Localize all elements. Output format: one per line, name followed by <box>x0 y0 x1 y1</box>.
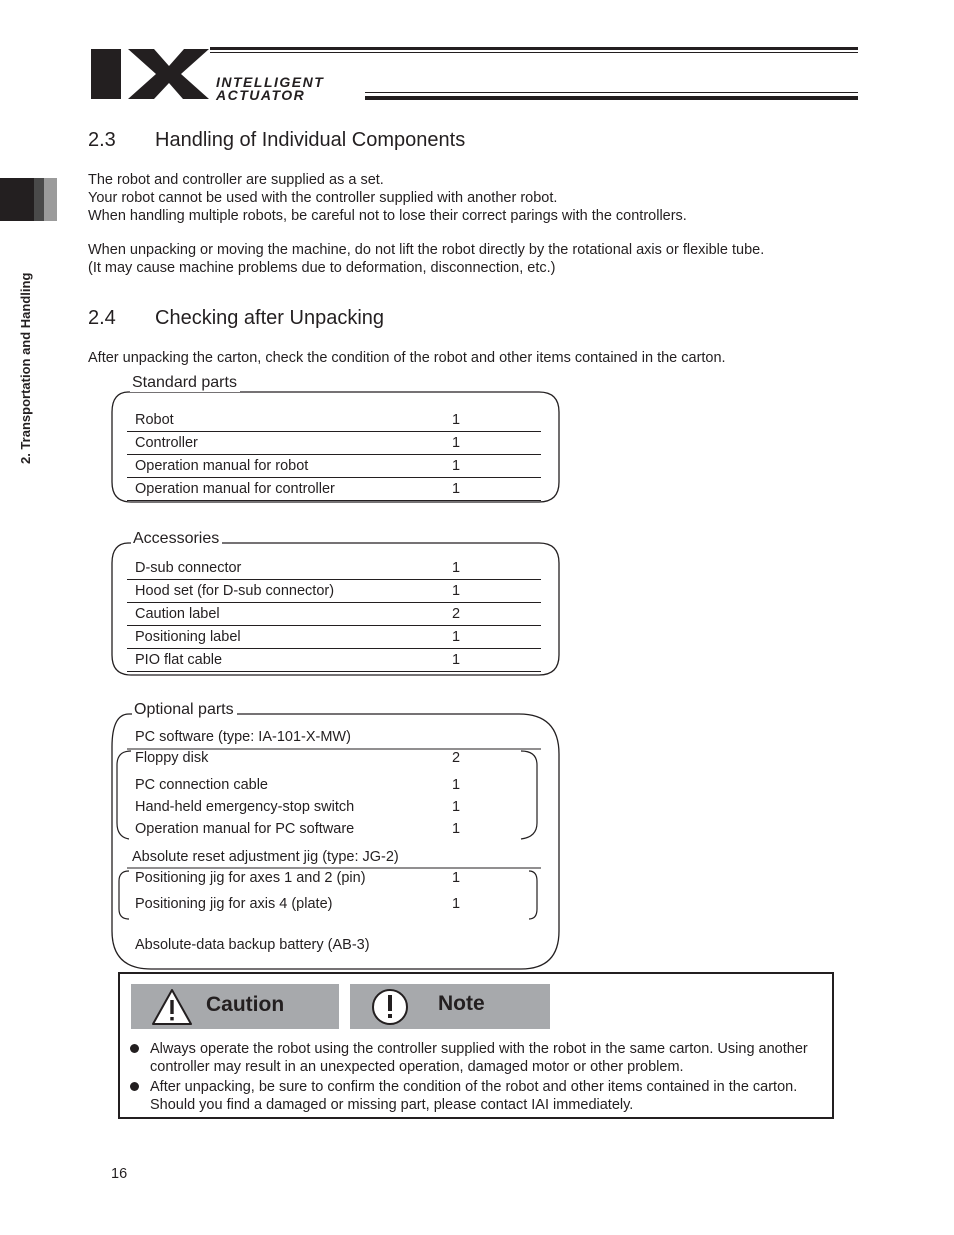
item-qty: 1 <box>452 435 461 451</box>
item-qty: 1 <box>452 583 461 599</box>
item-name: Robot <box>135 412 174 428</box>
optional-parts-label: Optional parts <box>132 701 237 719</box>
list-item <box>127 602 541 626</box>
list-item <box>127 408 541 432</box>
accessories-label: Accessories <box>131 530 222 548</box>
item-name: Operation manual for controller <box>135 481 335 497</box>
item-qty: 1 <box>452 481 461 497</box>
section-title: Checking after Unpacking <box>155 307 385 329</box>
item-name: Positioning label <box>135 629 241 645</box>
item-qty: 1 <box>452 629 461 645</box>
note-badge <box>350 984 550 1029</box>
caution-note-box <box>118 972 834 1119</box>
list-item <box>127 866 541 889</box>
list-item <box>127 773 541 796</box>
item-qty: 1 <box>452 412 461 428</box>
page-number: 16 <box>111 1166 128 1182</box>
section-intro: After unpacking the carton, check the condition of the robot and other items contained in the carton. <box>88 350 726 366</box>
item-name: Hood set (for D-sub connector) <box>135 583 335 599</box>
caution-title: Caution <box>206 993 285 1016</box>
item-qty: 2 <box>452 750 461 766</box>
standard-parts-box <box>111 373 561 503</box>
item-name: D-sub connector <box>135 560 242 576</box>
paragraph-line: The robot and controller are supplied as a set. <box>88 172 384 188</box>
side-tab-block <box>0 178 34 221</box>
item-name: Hand-held emergency-stop switch <box>135 799 355 815</box>
list-item <box>127 648 541 672</box>
item-name: Floppy disk <box>135 750 209 766</box>
paragraph-line: Your robot cannot be used with the controller supplied with another robot. <box>88 190 558 206</box>
accessories-box <box>111 528 561 676</box>
item-name: Operation manual for robot <box>135 458 309 474</box>
list-item <box>127 579 541 603</box>
ix-logo-graphic <box>88 46 210 102</box>
warning-triangle-icon <box>151 987 193 1027</box>
side-tab-block-mid <box>34 178 44 221</box>
side-tab-label: 2. Transportation and Handling <box>18 272 33 464</box>
item-qty: 1 <box>452 777 461 793</box>
optional-parts-box <box>111 699 561 971</box>
reset-jig-title: Absolute reset adjustment jig (type: JG-2) <box>132 849 399 865</box>
list-item <box>127 431 541 455</box>
item-name: Positioning jig for axis 4 (plate) <box>135 896 333 912</box>
item-name: Controller <box>135 435 198 451</box>
list-item <box>127 817 541 840</box>
pc-software-title: PC software (type: IA-101-X-MW) <box>135 729 351 745</box>
item-qty: 2 <box>452 606 461 622</box>
item-qty: 1 <box>452 458 461 474</box>
caution-badge <box>131 984 339 1029</box>
ix-logo-mark <box>88 46 210 102</box>
list-item <box>127 454 541 478</box>
item-qty: 1 <box>452 560 461 576</box>
list-item <box>127 795 541 818</box>
item-qty: 1 <box>452 652 461 668</box>
logo-banner <box>210 46 858 102</box>
list-item <box>127 892 541 915</box>
side-tab-block-light <box>44 178 57 221</box>
item-name: Operation manual for PC software <box>135 821 355 837</box>
item-qty: 1 <box>452 821 461 837</box>
list-item <box>127 625 541 649</box>
section-title: Handling of Individual Components <box>155 129 466 151</box>
list-item <box>127 477 541 501</box>
item-qty: 1 <box>452 799 461 815</box>
item-qty: 1 <box>452 896 461 912</box>
note-title: Note <box>438 992 485 1015</box>
logo-text-intelligent: INTELLIGENT <box>216 74 325 90</box>
item-name: Caution label <box>135 606 220 622</box>
caution-bullet <box>130 1040 820 1076</box>
caution-bullet <box>130 1078 820 1114</box>
paragraph-line: When handling multiple robots, be careful not to lose their correct parings with the controllers. <box>88 208 687 224</box>
section-number: 2.4 <box>88 307 116 329</box>
list-item <box>127 556 541 580</box>
section-number: 2.3 <box>88 129 116 151</box>
paragraph-line: When unpacking or moving the machine, do not lift the robot directly by the rotational axis or flexible tube. <box>88 242 765 258</box>
item-name: PIO flat cable <box>135 652 223 668</box>
standard-parts-label: Standard parts <box>130 374 240 392</box>
backup-battery-item: Absolute-data backup battery (AB-3) <box>135 937 370 953</box>
exclamation-circle-icon <box>370 987 410 1027</box>
bullet-text: Always operate the robot using the controller supplied with the robot in the same carton. Using another controller may result in an unexpected operation, damaged motor or other problem. <box>150 1041 808 1075</box>
item-qty: 1 <box>452 870 461 886</box>
logo-text-actuator: ACTUATOR <box>216 87 306 103</box>
item-name: PC connection cable <box>135 777 268 793</box>
bullet-icon <box>130 1044 139 1053</box>
paragraph-line: (It may cause machine problems due to deformation, disconnection, etc.) <box>88 260 556 276</box>
bullet-text: After unpacking, be sure to confirm the condition of the robot and other items contained in the carton. Should you find a damaged or missing part, please contact IAI immediately. <box>150 1079 798 1113</box>
item-name: Positioning jig for axes 1 and 2 (pin) <box>135 870 366 886</box>
bullet-icon <box>130 1082 139 1091</box>
list-item <box>127 746 541 769</box>
